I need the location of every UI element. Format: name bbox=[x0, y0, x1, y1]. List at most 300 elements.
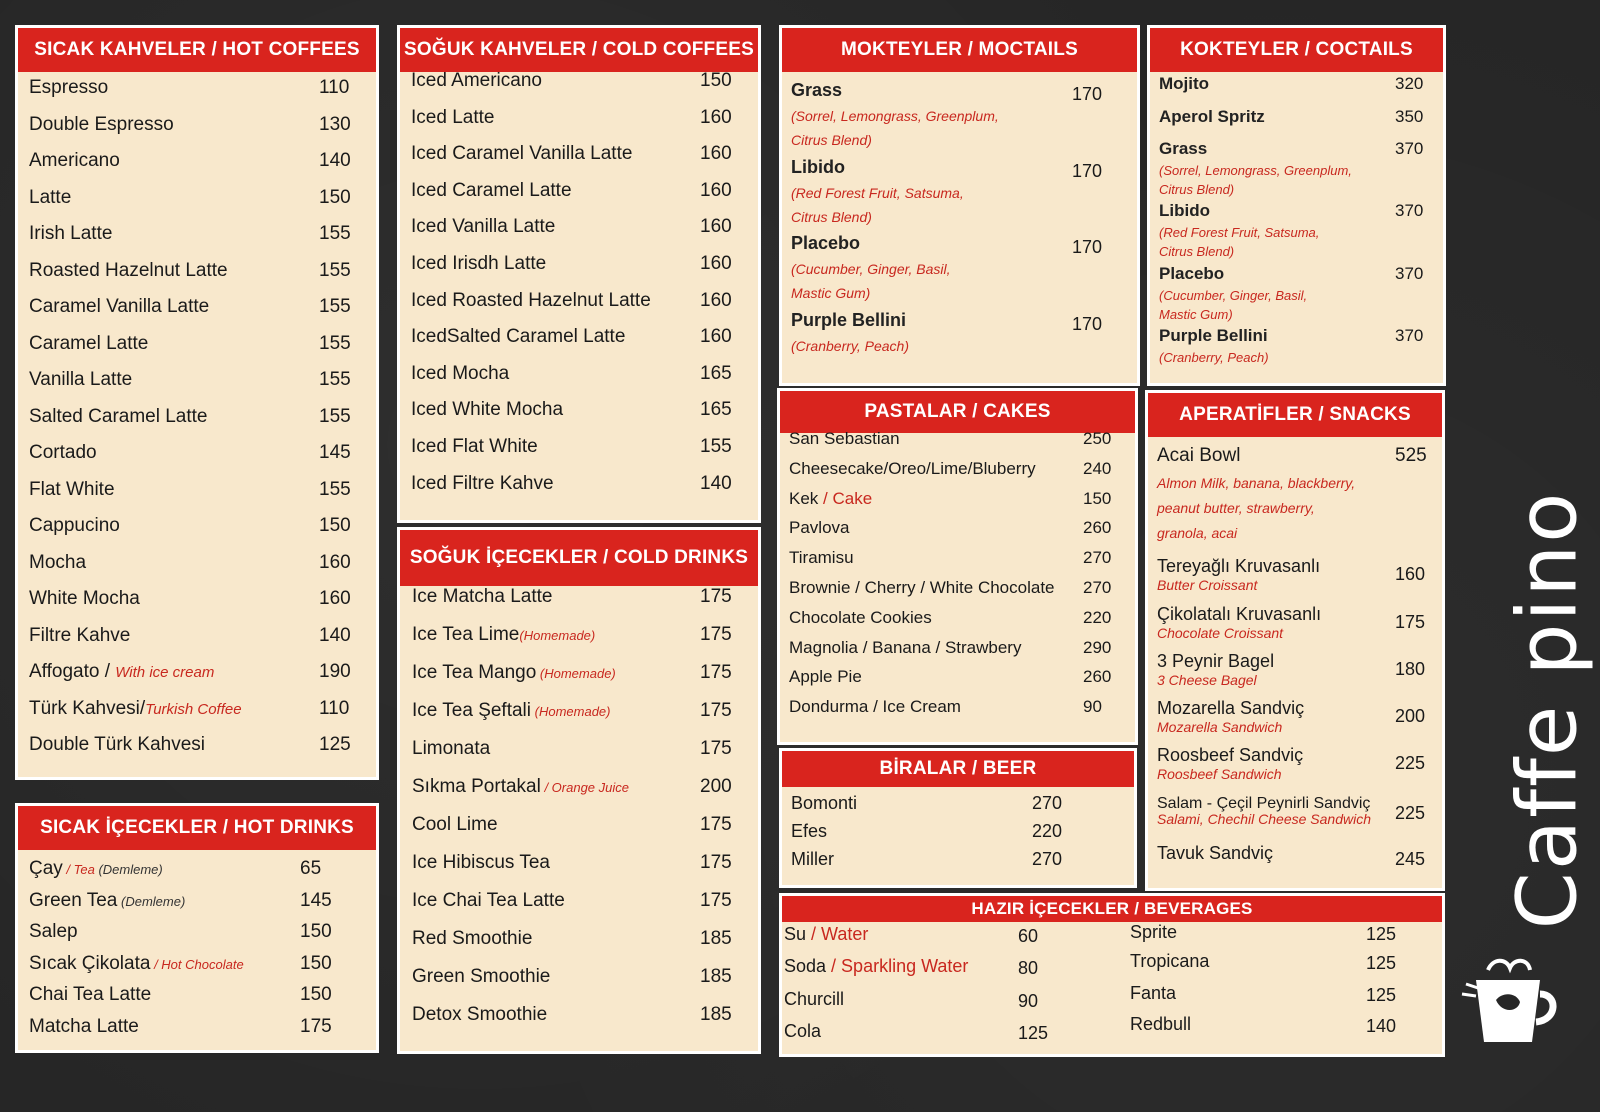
item-price: 370 bbox=[1395, 139, 1424, 158]
menu-item bbox=[782, 793, 1134, 821]
item-price: 160 bbox=[700, 326, 732, 348]
item-subtitle: 3 Cheese Bagel bbox=[1157, 672, 1257, 688]
item-price: 125 bbox=[1366, 924, 1397, 944]
menu-item bbox=[780, 608, 1135, 638]
menu-item bbox=[400, 253, 758, 290]
menu-item bbox=[780, 429, 1135, 459]
item-name: Türk Kahvesi/Turkish Coffee bbox=[29, 697, 242, 719]
beverages-title: HAZIR İÇECEKLER / BEVERAGES bbox=[782, 896, 1442, 922]
item-subtitle: Butter Croissant bbox=[1157, 577, 1258, 593]
item-name: Libido bbox=[1159, 201, 1210, 220]
item-price: 160 bbox=[319, 551, 351, 573]
item-note: (Homemade) bbox=[531, 704, 611, 719]
item-name: Cortado bbox=[29, 442, 97, 463]
menu-item bbox=[400, 966, 758, 1004]
item-name: Iced Flat White bbox=[411, 436, 538, 457]
item-name: Caramel Latte bbox=[29, 332, 149, 354]
menu-item bbox=[782, 157, 1137, 233]
menu-item bbox=[782, 951, 1442, 981]
menu-item bbox=[1148, 556, 1442, 602]
item-price: 185 bbox=[700, 1004, 732, 1025]
item-name: Kek / Cake bbox=[789, 488, 873, 508]
item-price: 350 bbox=[1395, 107, 1424, 126]
menu-item bbox=[400, 216, 758, 253]
beer-panel bbox=[779, 748, 1137, 888]
item-name: Ice Tea Lime(Homemade) bbox=[412, 624, 596, 645]
item-name: Red Smoothie bbox=[412, 928, 533, 949]
menu-item bbox=[18, 406, 376, 443]
menu-item bbox=[18, 442, 376, 479]
menu-item bbox=[18, 187, 376, 224]
item-name: Chai Tea Latte bbox=[29, 984, 152, 1005]
item-price: 240 bbox=[1083, 458, 1112, 478]
item-price: 150 bbox=[300, 921, 332, 942]
hot-coffees-panel bbox=[15, 25, 379, 780]
item-price: 110 bbox=[319, 77, 350, 98]
item-name: Sıcak Çikolata / Hot Chocolate bbox=[29, 952, 244, 974]
item-price: 80 bbox=[1018, 958, 1039, 978]
menu-item bbox=[1150, 326, 1443, 386]
moctails-panel bbox=[779, 25, 1140, 386]
menu-item bbox=[400, 70, 758, 107]
item-note: Turkish Coffee bbox=[145, 700, 242, 718]
item-price: 150 bbox=[700, 70, 732, 91]
item-price: 225 bbox=[1395, 803, 1426, 823]
item-name: Çay / Tea (Demleme) bbox=[29, 858, 163, 879]
beverages-panel bbox=[779, 893, 1445, 1057]
item-price: 165 bbox=[700, 362, 732, 384]
item-name: Iced Irisdh Latte bbox=[411, 253, 547, 274]
item-description: (Cranberry, Peach) bbox=[791, 337, 910, 354]
item-name: 3 Peynir Bagel bbox=[1157, 651, 1275, 671]
item-price: 370 bbox=[1395, 326, 1424, 345]
item-price: 110 bbox=[319, 697, 350, 719]
menu-item bbox=[400, 890, 758, 928]
item-price: 155 bbox=[319, 259, 351, 281]
menu-item bbox=[18, 734, 376, 771]
item-note: / Sparkling Water bbox=[831, 956, 969, 976]
item-subtitle: Mozarella Sandwich bbox=[1157, 719, 1283, 735]
item-name: IcedSalted Caramel Latte bbox=[411, 326, 626, 348]
item-name: Aperol Spritz bbox=[1159, 107, 1265, 126]
menu-item bbox=[1150, 201, 1443, 261]
item-name: Miller bbox=[791, 849, 834, 869]
menu-item bbox=[18, 625, 376, 662]
item-price: 185 bbox=[700, 966, 732, 987]
item-name: Tropicana bbox=[1130, 951, 1210, 971]
item-note: With ice cream bbox=[115, 664, 215, 681]
item-price: 270 bbox=[1032, 793, 1063, 813]
item-price: 160 bbox=[1395, 564, 1426, 584]
item-price: 125 bbox=[1366, 953, 1397, 973]
item-name: Latte bbox=[29, 186, 72, 208]
item-name: Mocha bbox=[29, 551, 87, 573]
item-price: 175 bbox=[700, 890, 732, 911]
menu-item bbox=[18, 77, 376, 114]
menu-item bbox=[18, 698, 376, 735]
item-price: 160 bbox=[700, 253, 732, 274]
menu-item bbox=[782, 1014, 1442, 1044]
item-price: 155 bbox=[319, 405, 351, 427]
item-price: 145 bbox=[319, 442, 351, 463]
item-name: Cheesecake/Oreo/Lime/Bluberry bbox=[789, 458, 1036, 478]
item-name: Iced Mocha bbox=[411, 362, 510, 384]
item-name: Vanilla Latte bbox=[29, 369, 133, 390]
menu-item bbox=[782, 983, 1442, 1013]
item-price: 170 bbox=[1072, 84, 1103, 104]
item-description-line2: peanut butter, strawberry, bbox=[1157, 500, 1315, 516]
item-name: Iced Roasted Hazelnut Latte bbox=[411, 289, 651, 311]
menu-item-acai bbox=[1148, 445, 1442, 545]
menu-item bbox=[18, 150, 376, 187]
cold-drinks-panel bbox=[397, 527, 761, 1054]
item-name: Iced Americano bbox=[411, 70, 542, 91]
item-price: 190 bbox=[319, 661, 351, 682]
item-price: 185 bbox=[700, 928, 732, 949]
item-note: / Orange Juice bbox=[540, 780, 629, 795]
menu-item bbox=[400, 586, 758, 624]
item-price: 245 bbox=[1395, 849, 1426, 869]
item-name: Iced Latte bbox=[411, 106, 495, 128]
menu-item bbox=[400, 399, 758, 436]
item-price: 220 bbox=[1032, 821, 1063, 841]
menu-item bbox=[400, 107, 758, 144]
item-name: Ice Hibiscus Tea bbox=[412, 852, 550, 873]
menu-item bbox=[782, 310, 1137, 386]
menu-item bbox=[780, 697, 1135, 727]
item-price: 175 bbox=[700, 624, 732, 645]
item-price: 155 bbox=[319, 369, 351, 390]
item-price: 160 bbox=[700, 289, 732, 311]
item-name: Double Espresso bbox=[29, 113, 174, 135]
item-name: Iced Caramel Vanilla Latte bbox=[411, 143, 633, 165]
menu-item bbox=[780, 459, 1135, 489]
menu-item bbox=[1148, 745, 1442, 791]
item-price: 180 bbox=[1395, 659, 1426, 679]
item-price: 175 bbox=[300, 1015, 332, 1037]
menu-item bbox=[400, 180, 758, 217]
menu-item bbox=[18, 114, 376, 151]
beer-title: BİRALAR / BEER bbox=[782, 751, 1134, 787]
item-name: Americano bbox=[29, 150, 120, 171]
item-name: Chocolate Cookies bbox=[789, 607, 932, 627]
item-description-line2: Citrus Blend) bbox=[1159, 244, 1235, 259]
cakes-panel bbox=[777, 388, 1138, 745]
item-name: Salep bbox=[29, 921, 78, 942]
item-price: 175 bbox=[1395, 612, 1426, 632]
item-note: (Homemade) bbox=[519, 628, 596, 643]
item-price: 130 bbox=[319, 113, 351, 135]
item-price: 170 bbox=[1072, 313, 1103, 334]
item-description: (Red Forest Fruit, Satsuma, bbox=[791, 184, 964, 201]
item-price: 175 bbox=[700, 738, 732, 759]
item-note: / Water bbox=[811, 924, 869, 944]
menu-item bbox=[782, 80, 1137, 156]
menu-item bbox=[18, 984, 376, 1016]
item-subtitle: Salami, Chechil Cheese Sandwich bbox=[1157, 811, 1371, 827]
item-note: / Tea bbox=[62, 862, 95, 877]
menu-item bbox=[18, 953, 376, 985]
item-price: 175 bbox=[700, 586, 732, 607]
snacks-title: APERATİFLER / SNACKS bbox=[1148, 393, 1442, 437]
item-name: Iced Filtre Kahve bbox=[411, 472, 554, 494]
item-name: Matcha Latte bbox=[29, 1015, 139, 1037]
item-price: 160 bbox=[700, 106, 732, 128]
item-name: Sıkma Portakal / Orange Juice bbox=[412, 776, 629, 797]
item-name: Efes bbox=[791, 821, 828, 841]
menu-item bbox=[780, 518, 1135, 548]
item-price: 145 bbox=[300, 889, 332, 911]
item-name: Tereyağlı Kruvasanlı bbox=[1157, 556, 1321, 576]
menu-item bbox=[18, 890, 376, 922]
item-price: 260 bbox=[1083, 518, 1112, 538]
item-name: Cola bbox=[784, 1021, 822, 1041]
cold-coffees-title: SOĞUK KAHVELER / COLD COFFEES bbox=[400, 28, 758, 72]
menu-item bbox=[400, 624, 758, 662]
item-note-extra: (Demleme) bbox=[117, 893, 186, 909]
item-price: 90 bbox=[1083, 697, 1102, 717]
item-name: Cappucino bbox=[29, 515, 120, 536]
menu-item bbox=[400, 143, 758, 180]
item-note: / Cake bbox=[823, 488, 873, 508]
item-description-line2: Mastic Gum) bbox=[791, 285, 871, 301]
menu-item bbox=[18, 661, 376, 698]
item-price: 140 bbox=[319, 150, 351, 171]
item-name: Ice Tea Şeftali (Homemade) bbox=[412, 700, 611, 721]
item-name: Çikolatalı Kruvasanlı bbox=[1157, 604, 1322, 624]
item-description: Almon Milk, banana, blackberry, bbox=[1157, 475, 1356, 491]
item-name: Mojito bbox=[1159, 74, 1210, 93]
item-price: 200 bbox=[700, 776, 732, 797]
item-name: Churcill bbox=[784, 989, 845, 1009]
item-name: Espresso bbox=[29, 77, 109, 98]
item-name: Roasted Hazelnut Latte bbox=[29, 259, 228, 281]
cakes-title: PASTALAR / CAKES bbox=[780, 391, 1135, 433]
item-price: 200 bbox=[1395, 706, 1426, 726]
item-description: (Cranberry, Peach) bbox=[1159, 350, 1269, 365]
item-name: Placebo bbox=[791, 233, 861, 253]
item-price: 225 bbox=[1395, 753, 1426, 773]
item-price: 150 bbox=[1083, 488, 1112, 508]
item-price: 140 bbox=[700, 472, 732, 494]
item-name: Salam - Çeçil Peynirli Sandviç bbox=[1157, 795, 1371, 812]
item-subtitle: Chocolate Croissant bbox=[1157, 625, 1284, 641]
item-name: Tavuk Sandviç bbox=[1157, 843, 1274, 863]
menu-item bbox=[400, 776, 758, 814]
item-price: 175 bbox=[700, 662, 732, 683]
item-note-extra: (Demleme) bbox=[94, 862, 163, 877]
menu-item bbox=[18, 1016, 376, 1048]
item-description-line2: Citrus Blend) bbox=[791, 132, 872, 148]
item-description: (Sorrel, Lemongrass, Greenplum, bbox=[791, 108, 999, 124]
item-name: Brownie / Cherry / White Chocolate bbox=[789, 578, 1055, 597]
menu-item bbox=[1148, 651, 1442, 697]
item-price: 125 bbox=[1366, 985, 1397, 1005]
menu-item bbox=[1148, 604, 1442, 650]
item-name: Iced White Mocha bbox=[411, 399, 564, 421]
item-price: 140 bbox=[319, 624, 351, 646]
menu-item bbox=[1150, 139, 1443, 199]
item-price: 125 bbox=[319, 734, 351, 755]
item-name: Sprite bbox=[1130, 922, 1178, 942]
item-price: 90 bbox=[1018, 991, 1039, 1011]
item-name: Green Tea (Demleme) bbox=[29, 889, 186, 911]
item-description: (Red Forest Fruit, Satsuma, bbox=[1159, 225, 1320, 240]
item-name: Iced Caramel Latte bbox=[411, 179, 572, 201]
item-name: Purple Bellini bbox=[791, 309, 907, 330]
item-price: 370 bbox=[1395, 201, 1424, 220]
item-name: Soda / Sparkling Water bbox=[784, 956, 969, 976]
menu-item bbox=[400, 1004, 758, 1042]
item-price: 150 bbox=[319, 515, 351, 536]
menu-item bbox=[782, 233, 1137, 309]
item-name: San Sebastian bbox=[789, 429, 900, 448]
menu-item bbox=[18, 552, 376, 589]
item-name: Limonata bbox=[412, 738, 491, 759]
menu-item bbox=[400, 700, 758, 738]
menu-item bbox=[18, 369, 376, 406]
item-price: 160 bbox=[700, 216, 732, 238]
menu-item bbox=[782, 849, 1134, 877]
item-name: Apple Pie bbox=[789, 667, 862, 687]
item-name: Dondurma / Ice Cream bbox=[789, 697, 961, 717]
menu-item bbox=[400, 363, 758, 400]
item-name: Grass bbox=[1159, 139, 1208, 158]
item-name: Redbull bbox=[1130, 1014, 1192, 1034]
menu-item bbox=[400, 928, 758, 966]
item-price: 155 bbox=[319, 332, 351, 354]
item-price: 175 bbox=[700, 700, 732, 721]
item-price: 270 bbox=[1032, 849, 1063, 869]
item-price: 155 bbox=[700, 436, 732, 457]
item-price: 150 bbox=[300, 984, 332, 1005]
menu-item bbox=[400, 852, 758, 890]
menu-item bbox=[1148, 698, 1442, 744]
cold-coffees-panel bbox=[397, 25, 761, 523]
menu-item bbox=[18, 858, 376, 890]
item-price: 155 bbox=[319, 223, 351, 244]
item-price: 150 bbox=[319, 186, 351, 208]
item-name: Su / Water bbox=[784, 924, 869, 944]
item-price: 220 bbox=[1083, 607, 1112, 627]
menu-item bbox=[400, 290, 758, 327]
item-price: 290 bbox=[1083, 637, 1112, 657]
item-name: Bomonti bbox=[791, 793, 858, 813]
hot-drinks-panel bbox=[15, 803, 379, 1053]
item-price: 155 bbox=[319, 478, 351, 500]
item-price: 170 bbox=[1072, 160, 1103, 181]
menu-item bbox=[400, 473, 758, 510]
item-price: 170 bbox=[1072, 237, 1103, 257]
item-price: 270 bbox=[1083, 548, 1112, 568]
item-name: Roosbeef Sandviç bbox=[1157, 745, 1304, 765]
item-name: Purple Bellini bbox=[1159, 326, 1268, 345]
item-description: (Cucumber, Ginger, Basil, bbox=[1159, 288, 1308, 303]
item-description-line3: granola, acai bbox=[1157, 525, 1238, 541]
item-price: 150 bbox=[300, 952, 332, 974]
menu-item bbox=[780, 667, 1135, 697]
menu-item bbox=[18, 260, 376, 297]
item-name: Grass bbox=[791, 80, 843, 100]
menu-item bbox=[18, 333, 376, 370]
cocktails-panel bbox=[1147, 25, 1446, 386]
item-description-line2: Citrus Blend) bbox=[1159, 182, 1235, 197]
item-name: Acai Bowl bbox=[1157, 445, 1241, 466]
item-name: White Mocha bbox=[29, 588, 140, 609]
menu-item bbox=[1150, 264, 1443, 324]
item-name: Fanta bbox=[1130, 983, 1177, 1003]
menu-item bbox=[780, 638, 1135, 668]
item-name: Pavlova bbox=[789, 518, 850, 538]
item-price: 65 bbox=[300, 858, 322, 879]
hot-coffees-title: SICAK KAHVELER / HOT COFFEES bbox=[18, 28, 376, 72]
item-price: 160 bbox=[319, 588, 351, 609]
item-name: Irish Latte bbox=[29, 223, 113, 244]
item-name: Tiramisu bbox=[789, 548, 854, 568]
menu-item bbox=[780, 578, 1135, 608]
menu-item bbox=[400, 326, 758, 363]
menu-item bbox=[400, 662, 758, 700]
item-name: Magnolia / Banana / Strawbery bbox=[789, 637, 1022, 657]
item-name: Libido bbox=[791, 156, 845, 177]
item-price: 250 bbox=[1083, 429, 1112, 448]
snacks-panel bbox=[1145, 390, 1445, 891]
item-price: 140 bbox=[1366, 1016, 1397, 1036]
item-name: Mozarella Sandviç bbox=[1157, 698, 1305, 718]
item-price: 160 bbox=[700, 179, 732, 201]
item-price: 125 bbox=[1018, 1023, 1049, 1043]
item-price: 175 bbox=[700, 814, 732, 835]
item-name: Affogato / With ice cream bbox=[29, 661, 215, 682]
item-price: 320 bbox=[1395, 74, 1424, 93]
menu-item bbox=[18, 921, 376, 953]
item-price: 60 bbox=[1018, 926, 1039, 946]
menu-item bbox=[18, 223, 376, 260]
menu-item bbox=[400, 738, 758, 776]
menu-item bbox=[780, 548, 1135, 578]
item-note: (Homemade) bbox=[536, 666, 616, 681]
item-name: Ice Matcha Latte bbox=[412, 586, 553, 607]
menu-item bbox=[1148, 795, 1442, 841]
item-description-line2: Mastic Gum) bbox=[1159, 307, 1233, 322]
item-note: / Hot Chocolate bbox=[150, 956, 244, 972]
item-name: Ice Chai Tea Latte bbox=[412, 890, 565, 911]
item-price: 160 bbox=[700, 143, 732, 165]
item-name: Salted Caramel Latte bbox=[29, 405, 208, 427]
item-name: Flat White bbox=[29, 478, 115, 500]
item-price: 370 bbox=[1395, 264, 1424, 283]
item-name: Caramel Vanilla Latte bbox=[29, 296, 210, 317]
menu-item bbox=[782, 821, 1134, 849]
item-price: 525 bbox=[1395, 445, 1427, 466]
item-price: 270 bbox=[1083, 578, 1112, 597]
item-name: Double Türk Kahvesi bbox=[29, 734, 206, 755]
menu-item bbox=[400, 436, 758, 473]
menu-item bbox=[18, 296, 376, 333]
item-subtitle: Roosbeef Sandwich bbox=[1157, 766, 1282, 782]
menu-item bbox=[1148, 843, 1442, 889]
item-name: Iced Vanilla Latte bbox=[411, 216, 556, 238]
hot-drinks-title: SICAK İÇECEKLER / HOT DRINKS bbox=[18, 806, 376, 850]
menu-item bbox=[782, 922, 1442, 952]
cold-drinks-title: SOĞUK İÇECEKLER / COLD DRINKS bbox=[400, 530, 758, 586]
brand-logo-text: Caffe pino bbox=[1500, 490, 1596, 930]
cocktails-title: KOKTEYLER / COCTAILS bbox=[1150, 28, 1443, 72]
item-name: Placebo bbox=[1159, 264, 1225, 283]
item-price: 175 bbox=[700, 852, 732, 873]
menu-item bbox=[18, 479, 376, 516]
moctails-title: MOKTEYLER / MOCTAILS bbox=[782, 28, 1137, 72]
